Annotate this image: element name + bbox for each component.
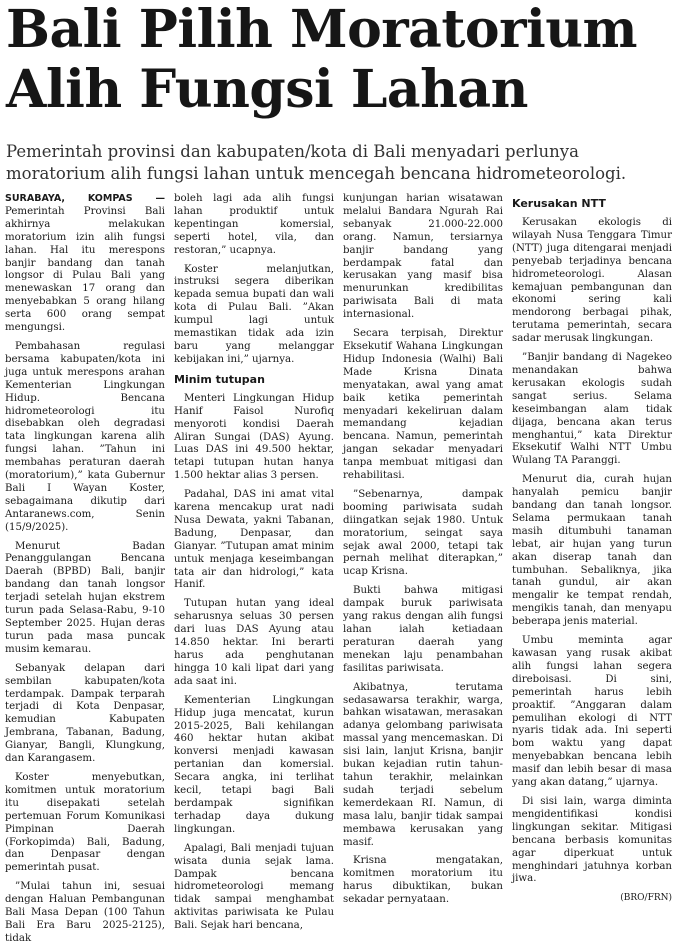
paragraph: Bukti bahwa mitigasi dampak buruk pariwisata yang rakus dengan alih fungsi lahan ialah ketiadaan peraturan daerah yang menekan laju penambahan fasilitas pariwisata.	[343, 585, 503, 674]
paragraph: Menteri Lingkungan Hidup Hanif Faisol Nurofiq menyoroti kondisi Daerah Aliran Sungai (DAS) Ayung. Luas DAS ini 49.500 hektar, tetapi tutupan hutan hanya 1.500 hektar alias 3 persen.	[174, 392, 334, 482]
subhead-minim-tutupan: Minim tutupan	[174, 372, 265, 386]
paragraph: kunjungan harian wisatawan melalui Bandara Ngurah Rai sebanyak 21.000-22.000 orang. Namun, tersiarnya banjir bandang yang berdampak fatal dan kerusakan yang masif bisa menurunkan kredibilitas pariwisata Bali di mata internasional.	[343, 193, 503, 321]
headline-line-2: Alih Fungsi Lahan	[6, 59, 528, 120]
lead-text: Pemerintah Provinsi Bali akhirnya melakukan moratorium izin alih fungsi lahan. Hal itu merespons banjir bandang dan tanah longsor di Pulau Bali yang menewaskan 17 orang dan menyebabkan 5 orang hilang serta 600 orang sempat mengungsi.	[5, 205, 165, 334]
paragraph: Kementerian Lingkungan Hidup juga mencatat, kurun 2015-2025, Bali kehilangan 460 hektar hutan akibat konversi menjadi kawasan pertanian dan komersial. Secara angka, ini terlihat kecil, tetapi bagi Bali berdampak signifikan terhadap daya dukung lingkungan.	[174, 694, 334, 835]
paragraph: ”Sebenarnya, dampak booming pariwisata sudah diingatkan sejak 1980. Untuk moratorium, seingat saya sejak awal 2000, tetapi tak pernah melihat diterapkan,” ucap Krisna.	[343, 488, 503, 578]
paragraph: Kerusakan ekologis di wilayah Nusa Tenggara Timur (NTT) juga ditengarai menjadi penyebab terjadinya bencana hidrometeorologi. Alasan kemajuan pembangunan dan ekonomi sering kali mendorong berbagai pihak, terutama pemerintah, secara sadar merusak lingkungan.	[512, 217, 672, 345]
column-1	[5, 193, 165, 944]
article-body	[5, 193, 673, 944]
column-3	[343, 193, 503, 906]
paragraph: Apalagi, Bali menjadi tujuan wisata dunia sejak lama. Dampak bencana hidrometeorologi memang tidak sampai menghambat aktivitas pariwisata ke Pulau Bali. Sejak hari bencana,	[174, 842, 334, 932]
dateline: SURABAYA, KOMPAS —	[5, 193, 165, 204]
paragraph: Tutupan hutan yang ideal seharusnya seluas 30 persen dari luas DAS Ayung atau 14.850 hektar. Ini berarti harus ada penghutanan hingga 10 kali lipat dari yang ada saat ini.	[174, 598, 334, 687]
paragraph: ”Mulai tahun ini, sesuai dengan Haluan Pembangunan Bali Masa Depan (100 Tahun Bali Era Baru 2025-2125), tidak	[5, 881, 165, 944]
paragraph: Menurut Badan Penanggulangan Bencana Daerah (BPBD) Bali, banjir bandang dan tanah longsor terjadi setelah hujan ekstrem turun pada Selasa-Rabu, 9-10 September 2025. Hujan deras turun pada masa puncak musim kemarau.	[5, 540, 165, 655]
paragraph: Krisna mengatakan, komitmen moratorium itu harus dibuktikan, bukan sekadar pernyataan.	[343, 855, 503, 906]
paragraph: ”Banjir bandang di Nagekeo menandakan bahwa kerusakan ekologis sudah sangat serius. Selama keseimbangan alam tidak dijaga, bencana akan terus menghantui,” kata Direktur Eksekutif Walhi NTT Umbu Wulang TA Paranggi.	[512, 352, 672, 467]
author-credit: (BRO/FRN)	[620, 893, 672, 904]
dek: Pemerintah provinsi dan kabupaten/kota di Bali menyadari perlunya moratorium alih fungsi lahan untuk mencegah bencana hidrometeorologi.	[6, 142, 627, 183]
column-4	[512, 193, 672, 904]
paragraph	[5, 193, 165, 335]
paragraph: Akibatnya, terutama sedasawarsa terakhir, warga, bahkan wisatawan, merasakan adanya gelombang pariwisata massal yang mencemaskan. Di sisi lain, lanjut Krisna, banjir bukan kejadian rutin tahun-tahun terakhir, melainkan sudah terjadi sebelum kemerdekaan RI. Namun, di masa lalu, banjir tidak sampai membawa kerusakan yang masif.	[343, 681, 503, 848]
paragraph: Menurut dia, curah hujan hanyalah pemicu banjir bandang dan tanah longsor. Selama permukaan tanah masih ditumbuhi tanaman lebat, air hujan yang turun akan diserap tanah dan tumbuhan. Sebaliknya, jika tanah gundul, air akan mengalir ke tempat rendah, mengikis tanah, dan menyapu beberapa jenis material.	[512, 474, 672, 628]
paragraph: Secara terpisah, Direktur Eksekutif Wahana Lingkungan Hidup Indonesia (Walhi) Bali Made Krisna Dinata menyatakan, awal yang amat baik ketika pemerintah menyadari kekeliruan dalam memandang kejadian bencana. Namun, pemerintah jangan sekadar menyadari tanpa membuat mitigasi dan rehabilitasi.	[343, 328, 503, 482]
subhead-kerusakan-ntt: Kerusakan NTT	[512, 197, 606, 210]
paragraph: Pembahasan regulasi bersama kabupaten/kota ini juga untuk merespons arahan Kementerian Lingkungan Hidup. Bencana hidrometeorologi itu disebabkan oleh degradasi tata lingkungan karena alih fungsi lahan. ”Tahun ini membahas peraturan daerah (moratorium),” kata Gubernur Bali I Wayan Koster, sebagaimana dikutip dari Antaranews.com, Senin (15/9/2025).	[5, 340, 165, 533]
paragraph: Koster melanjutkan, instruksi segera diberikan kepada semua bupati dan wali kota di Pulau Bali. ”Akan kumpul lagi untuk memastikan tidak ada izin baru yang melanggar kebijakan ini,” ujarnya.	[174, 263, 334, 365]
paragraph: boleh lagi ada alih fungsi lahan produktif untuk kepentingan komersial, seperti hotel, vila, dan restoran,” ucapnya.	[174, 193, 334, 256]
headline	[6, 0, 674, 120]
paragraph: Umbu meminta agar kawasan yang rusak akibat alih fungsi lahan segera direboisasi. Di sini, pemerintah harus lebih proaktif. ”Anggaran dalam pemulihan ekologi di NTT nyaris tidak ada. Ini seperti bom waktu yang dapat menyebabkan bencana lebih masif dan lebih besar di masa yang akan datang,” ujarnya.	[512, 635, 672, 789]
paragraph: Padahal, DAS ini amat vital karena mencakup urat nadi Nusa Dewata, yakni Tabanan, Badung, Denpasar, dan Gianyar. ”Tutupan amat minim untuk menjaga keseimbangan tata air dan hidrologi,” kata Hanif.	[174, 489, 334, 591]
paragraph: Koster menyebutkan, komitmen untuk moratorium itu disepakati setelah pertemuan Forum Komunikasi Pimpinan Daerah (Forkopimda) Bali, Badung, dan Denpasar dengan pemerintah pusat.	[5, 771, 165, 874]
headline-line-1: Bali Pilih Moratorium	[6, 0, 638, 60]
column-2	[174, 193, 334, 932]
paragraph: Di sisi lain, warga diminta mengidentifikasi kondisi lingkungan sekitar. Mitigasi bencana berbasis komunitas agar diperkuat untuk menghindari jatuhnya korban jiwa.	[512, 795, 672, 885]
paragraph: Sebanyak delapan dari sembilan kabupaten/kota terdampak. Dampak terparah terjadi di Kota Denpasar, kemudian Kabupaten Jembrana, Tabanan, Badung, Gianyar, Bangli, Klungkung, dan Karangasem.	[5, 662, 165, 765]
